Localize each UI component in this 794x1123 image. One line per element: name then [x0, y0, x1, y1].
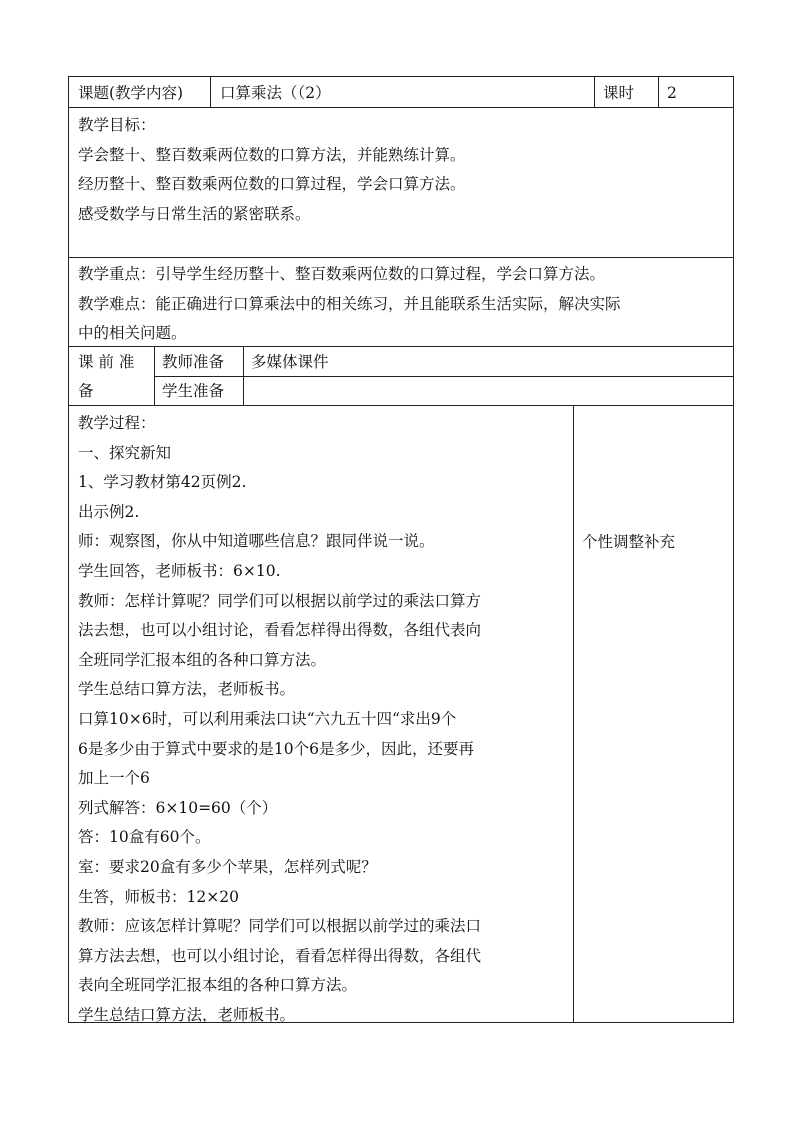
- topic-value: 口算乘法（（2）: [220, 84, 331, 102]
- side-note-cell: [573, 405, 734, 1023]
- process-line: 师：观察图，你从中知道哪些信息？跟同伴说一说。: [78, 532, 435, 551]
- process-line: 6是多少由于算式中要求的是10个6是多少，因此，还要再: [78, 739, 474, 758]
- teacher-prep-label: 教师准备: [162, 353, 225, 371]
- process-text: [78, 409, 481, 1030]
- process-line: 列式解答：6×10=60（个）: [78, 798, 278, 817]
- process-line: 算方法去想，也可以小组讨论，看看怎样得出得数，各组代: [78, 946, 482, 965]
- topic-value-cell: [210, 76, 595, 108]
- objective-item: 经历整十、整百数乘两位数的口算过程，学会口算方法。: [78, 175, 466, 193]
- process-line: 一、探究新知: [78, 443, 172, 462]
- process-line: 室：要求20盒有多少个苹果，怎样列式呢？: [78, 857, 377, 876]
- process-line: 答：10盒有60个。: [78, 828, 211, 847]
- period-label: 课时: [603, 84, 635, 102]
- teacher-prep-value: 多媒体课件: [251, 353, 329, 371]
- student-prep-label: 学生准备: [162, 382, 225, 400]
- process-line: 教师：怎样计算呢？同学们可以根据以前学过的乘法口算方: [78, 591, 482, 610]
- process-line: 出示例2.: [78, 502, 140, 521]
- preparation-label-cell: [68, 346, 155, 406]
- period-value: 2: [667, 84, 677, 102]
- student-prep-value-cell: [243, 376, 734, 406]
- preparation-label-line2: 备: [78, 382, 94, 400]
- key-point-line: 教学难点：能正确进行口算乘法中的相关练习，并且能联系生活实际，解决实际: [78, 294, 621, 313]
- key-point-line: 教学重点：引导学生经历整十、整百数乘两位数的口算过程，学会口算方法。: [78, 265, 606, 283]
- objectives-cell: [68, 107, 734, 258]
- process-line: 1、学习教材第42页例2.: [78, 473, 247, 492]
- preparation-label-line1: 课 前 准: [78, 353, 135, 371]
- process-line: 教学过程：: [78, 414, 156, 432]
- process-line: 法去想，也可以小组讨论，看看怎样得出得数，各组代表向: [78, 621, 482, 640]
- objective-item: 感受数学与日常生活的紧密联系。: [78, 204, 311, 223]
- process-line: 学生回答，老师板书：6×10.: [78, 561, 281, 580]
- process-cell: [68, 405, 574, 1023]
- process-line: 表向全班同学汇报本组的各种口算方法。: [78, 976, 358, 995]
- objectives-title: 教学目标：: [78, 116, 156, 134]
- process-line: 学生总结口算方法，老师板书。: [78, 1005, 296, 1024]
- student-prep-label-cell: [154, 376, 244, 406]
- topic-label-cell: [68, 76, 211, 108]
- key-points-text: [78, 260, 621, 349]
- process-line: 加上一个6: [78, 769, 150, 788]
- topic-label: 课题(教学内容): [78, 84, 184, 102]
- objective-item: 学会整十、整百数乘两位数的口算方法，并能熟练计算。: [78, 145, 466, 164]
- teacher-prep-value-cell: [243, 346, 734, 377]
- teacher-prep-label-cell: [154, 346, 244, 377]
- process-line: 口算10×6时，可以利用乘法口诀“六九五十四“求出9个: [78, 709, 457, 728]
- process-line: 学生总结口算方法，老师板书。: [78, 680, 296, 699]
- period-label-cell: [594, 76, 659, 108]
- process-line: 生答，师板书：12×20: [78, 887, 239, 906]
- process-line: 全班同学汇报本组的各种口算方法。: [78, 650, 327, 669]
- process-line: 教师：应该怎样计算呢？同学们可以根据以前学过的乘法口: [78, 917, 482, 936]
- period-value-cell: [658, 76, 734, 108]
- key-point-line: 中的相关问题。: [78, 324, 187, 342]
- key-points-cell: [68, 257, 734, 347]
- objectives-text: [78, 111, 466, 229]
- side-note: 个性调整补充: [582, 533, 676, 551]
